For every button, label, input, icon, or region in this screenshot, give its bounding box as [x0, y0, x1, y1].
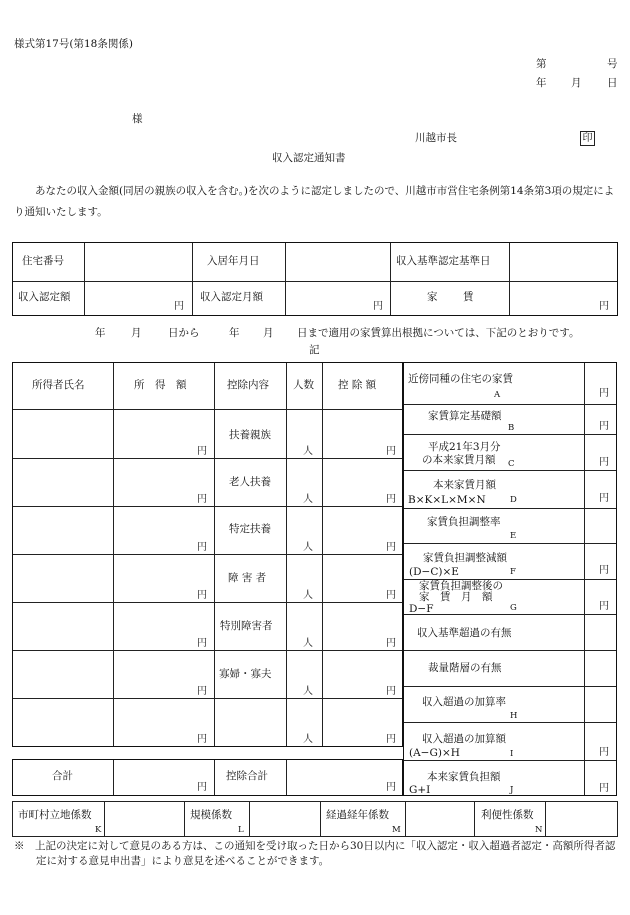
deduction-dependents: 扶養親族 [229, 429, 271, 441]
yen-unit: 円 [386, 734, 396, 745]
date-month: 月 [571, 77, 582, 89]
r6-line2: (D−C)×E [409, 566, 459, 578]
yen-unit: 円 [599, 783, 609, 794]
code-g: G [510, 603, 517, 613]
header-income: 所 得 額 [134, 379, 187, 391]
header-earner-name: 所得者氏名 [32, 379, 85, 391]
yen-unit: 円 [197, 542, 207, 553]
yen-unit: 円 [197, 494, 207, 505]
income-amount-label: 収入認定額 [18, 291, 71, 303]
person-unit: 人 [303, 446, 313, 457]
coef-l-label: 規模係数 [190, 809, 232, 821]
yen-unit: 円 [386, 446, 396, 457]
issuer: 川越市長 [415, 132, 457, 144]
income-standard-date-label: 収入基準認定基準日 [396, 255, 491, 267]
move-in-date-label: 入居年月日 [207, 255, 260, 267]
coef-n-label: 利便性係数 [481, 809, 534, 821]
yen-unit: 円 [599, 457, 609, 468]
code-k: K [95, 825, 102, 835]
r11-line2: (A−G)×H [409, 747, 460, 759]
period-text: 日まで適用の家賃算出根拠については、下記のとおりです。 [297, 327, 580, 339]
person-unit: 人 [303, 686, 313, 697]
r8-income-excess: 収入基準超過の有無 [417, 627, 512, 639]
period-year1: 年 [95, 327, 106, 339]
yen-unit: 円 [599, 421, 609, 432]
code-b: B [508, 423, 515, 433]
r3-line2: の本来家賃月額 [422, 454, 496, 466]
period-year2: 年 [229, 327, 240, 339]
code-n: N [535, 825, 543, 835]
deduction-widow: 寡婦・寡夫 [219, 668, 272, 680]
yen-unit: 円 [599, 301, 609, 312]
deduction-elderly: 老人扶養 [229, 476, 271, 488]
yen-unit: 円 [197, 686, 207, 697]
date-year: 年 [536, 77, 547, 89]
yen-unit: 円 [197, 782, 207, 793]
code-c: C [508, 459, 515, 469]
footnote: ※ 上記の決定に対して意見のある方は、この通知を受け取った日から30日以内に「収入認定・収入超過者認定・高額所得者認定に対する意見申出書」により意見を述べることができます。 [14, 840, 616, 867]
monthly-income-label: 収入認定月額 [200, 291, 263, 303]
r12-line1: 本来家賃負担額 [427, 771, 501, 783]
header-deduction-detail: 控除内容 [227, 379, 269, 391]
person-unit: 人 [303, 638, 313, 649]
r9-discretionary: 裁量階層の有無 [428, 662, 502, 674]
code-l: L [238, 825, 244, 835]
r10-surcharge-rate: 収入超過の加算率 [422, 696, 506, 708]
notice-body: あなたの収入金額(同居の親族の収入を含む。)を次のように認定しましたので、川越市市営住宅条例第14条第3項の規定により通知いたします。 [14, 185, 615, 218]
r12-line2: G+I [409, 784, 431, 796]
r11-line1: 収入超過の加算額 [422, 733, 506, 745]
yen-unit: 円 [386, 542, 396, 553]
person-unit: 人 [303, 542, 313, 553]
code-f: F [510, 567, 516, 577]
code-h: H [510, 711, 518, 721]
code-j: J [510, 785, 514, 795]
coef-k-label: 市町村立地係数 [18, 809, 92, 821]
yen-unit: 円 [197, 446, 207, 457]
code-e: E [510, 531, 517, 541]
period-from: 日から [168, 327, 200, 339]
deduction-disabled: 障 害 者 [228, 572, 267, 584]
r4-line2: B×K×L×M×N [408, 494, 486, 506]
yen-unit: 円 [386, 494, 396, 505]
header-persons: 人数 [293, 379, 314, 391]
yen-unit: 円 [599, 601, 609, 612]
r4-line1: 本来家賃月額 [433, 479, 496, 491]
yen-unit: 円 [386, 638, 396, 649]
form-number: 様式第17号(第18条関係) [14, 38, 133, 50]
code-i: I [510, 749, 514, 759]
total-label: 合計 [52, 770, 73, 782]
yen-unit: 円 [599, 493, 609, 504]
deduction-total-label: 控除合計 [226, 770, 268, 782]
person-unit: 人 [303, 590, 313, 601]
r3-line1: 平成21年3月分 [428, 441, 501, 453]
r2-base-rent: 家賃算定基礎額 [428, 410, 502, 422]
doc-number-go: 号 [607, 58, 618, 70]
yen-unit: 円 [386, 782, 396, 793]
rent-label-chin: 賃 [463, 291, 474, 303]
info-table [12, 242, 618, 316]
r7-line3: D−F [409, 603, 434, 615]
seal-icon: 印 [580, 131, 595, 146]
doc-number-dai: 第 [536, 58, 547, 70]
period-month1: 月 [131, 327, 142, 339]
code-a: A [494, 390, 501, 400]
header-deduction-amount: 控 除 額 [338, 379, 377, 391]
yen-unit: 円 [599, 747, 609, 758]
document-title: 収入認定通知書 [272, 152, 346, 164]
r7-line2: 家 賃 月 額 [419, 591, 493, 603]
yen-unit: 円 [197, 734, 207, 745]
r5-adjust-rate: 家賃負担調整率 [427, 516, 501, 528]
r6-line1: 家賃負担調整減額 [423, 552, 507, 564]
person-unit: 人 [303, 734, 313, 745]
rent-label-ka: 家 [427, 291, 438, 303]
r7-line1: 家賃負担調整後の [419, 580, 503, 592]
period-month2: 月 [263, 327, 274, 339]
date-day: 日 [607, 77, 618, 89]
yen-unit: 円 [386, 590, 396, 601]
yen-unit: 円 [174, 301, 184, 312]
deduction-specific: 特定扶養 [229, 523, 271, 535]
yen-unit: 円 [197, 590, 207, 601]
code-d: D [510, 495, 517, 505]
coef-m-label: 経過経年係数 [326, 809, 389, 821]
yen-unit: 円 [386, 686, 396, 697]
person-unit: 人 [303, 494, 313, 505]
yen-unit: 円 [599, 388, 609, 399]
r1-nearby-rent: 近傍同種の住宅の家賃 [408, 373, 513, 385]
addressee-sama: 様 [132, 113, 143, 125]
yen-unit: 円 [373, 301, 383, 312]
code-m: M [392, 825, 401, 835]
ki-heading: 記 [309, 344, 320, 356]
yen-unit: 円 [197, 638, 207, 649]
deduction-special-disabled: 特別障害者 [220, 620, 273, 632]
yen-unit: 円 [599, 565, 609, 576]
house-number-label: 住宅番号 [22, 255, 64, 267]
